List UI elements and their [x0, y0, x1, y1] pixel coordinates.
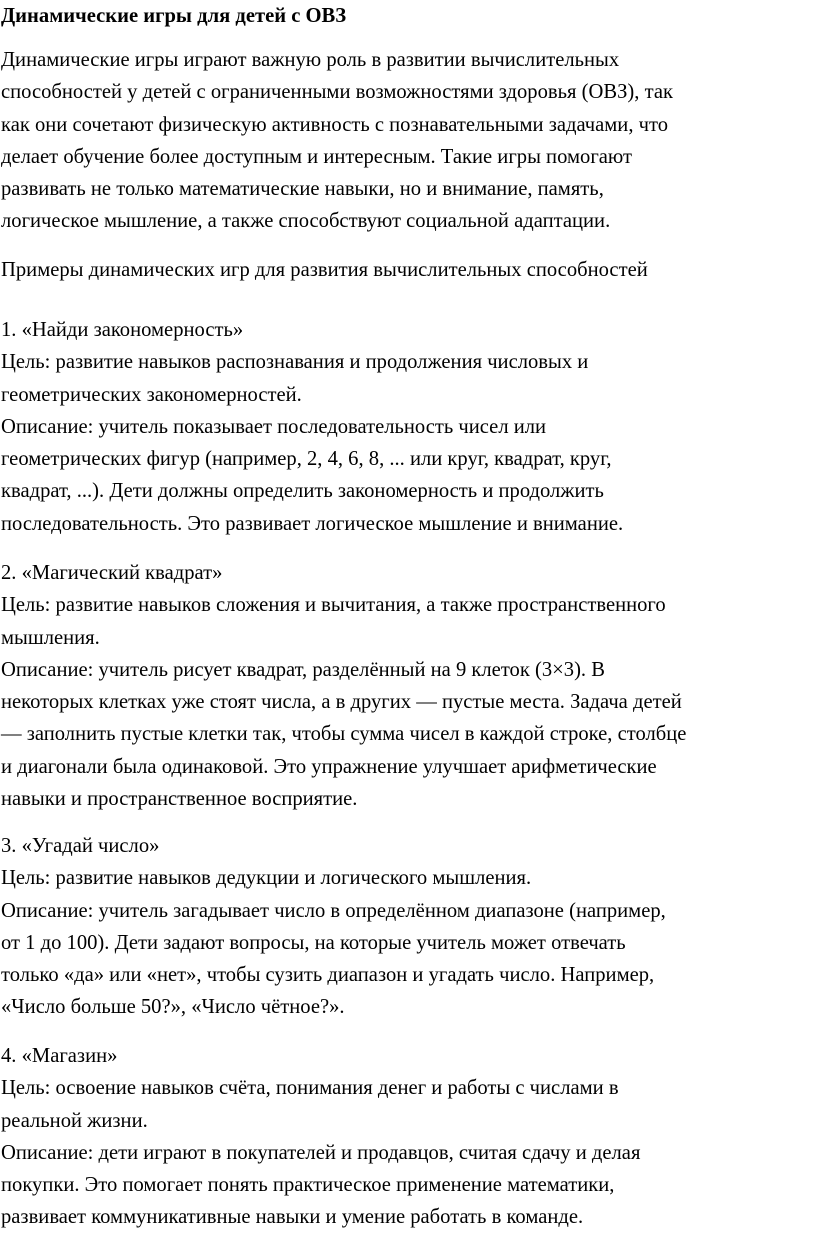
- game-heading: 3. «Угадай число»: [1, 835, 160, 857]
- game-text-line: последовательность. Это развивает логическое мышление и внимание.: [1, 512, 624, 535]
- game-text-line: только «да» или «нет», чтобы сузить диапазон и угадать число. Например,: [1, 964, 655, 987]
- game-text-line: Цель: развитие навыков дедукции и логического мышления.: [1, 867, 532, 890]
- game-section-4: [1, 1040, 816, 1234]
- game-text-line: мышления.: [1, 626, 100, 649]
- intro-line: развивать не только математические навыки, но и внимание, память,: [1, 178, 604, 201]
- game-text-line: навыки и пространственное восприятие.: [1, 788, 358, 811]
- game-heading: 2. «Магический квадрат»: [1, 562, 223, 584]
- examples-heading: Примеры динамических игр для развития вычислительных способностей: [1, 259, 648, 281]
- intro-line: Динамические игры играют важную роль в развитии вычислительных: [1, 49, 620, 71]
- intro-line: способностей у детей с ограниченными возможностями здоровья (ОВЗ), так: [1, 81, 673, 104]
- game-section-3: [1, 830, 816, 1024]
- game-text-line: геометрических закономерностей.: [1, 383, 302, 406]
- game-text-line: Описание: учитель рисует квадрат, разделённый на 9 клеток (3×3). В: [1, 658, 605, 681]
- game-text-line: Описание: учитель показывает последовательность чисел или: [1, 415, 547, 438]
- game-text-line: геометрических фигур (например, 2, 4, 6, 8, ... или круг, квадрат, круг,: [1, 448, 612, 471]
- game-text-line: «Число больше 50?», «Число чётное?».: [1, 996, 345, 1019]
- game-text-line: от 1 до 100). Дети задают вопросы, на которые учитель может отвечать: [1, 931, 626, 954]
- intro-line: как они сочетают физическую активность с познавательными задачами, что: [1, 113, 669, 136]
- game-text-line: Цель: развитие навыков распознавания и продолжения числовых и: [1, 351, 589, 374]
- game-text-line: Цель: освоение навыков счёта, понимания денег и работы с числами в: [1, 1077, 619, 1100]
- intro-paragraph: [1, 44, 816, 238]
- game-section-1: [1, 314, 816, 540]
- game-text-line: развивает коммуникативные навыки и умение работать в команде.: [1, 1206, 584, 1229]
- game-text-line: Описание: учитель загадывает число в определённом диапазоне (например,: [1, 899, 666, 922]
- game-text-line: Цель: развитие навыков сложения и вычитания, а также пространственного: [1, 594, 666, 617]
- intro-line: делает обучение более доступным и интересным. Такие игры помогают: [1, 145, 633, 168]
- game-text-line: Описание: дети играют в покупателей и продавцов, считая сдачу и делая: [1, 1141, 641, 1164]
- game-heading: 1. «Найди закономерность»: [1, 319, 244, 341]
- document-title: Динамические игры для детей с ОВЗ: [1, 5, 347, 27]
- game-text-line: — заполнить пустые клетки так, чтобы сумма чисел в каждой строке, столбце: [1, 723, 687, 746]
- game-section-2: [1, 557, 816, 815]
- game-text-line: покупки. Это помогает понять практическое применение математики,: [1, 1174, 615, 1197]
- game-text-line: квадрат, ...). Дети должны определить закономерность и продолжить: [1, 480, 604, 503]
- game-text-line: реальной жизни.: [1, 1109, 148, 1132]
- game-heading: 4. «Магазин»: [1, 1045, 118, 1067]
- intro-line: логическое мышление, а также способствуют социальной адаптации.: [1, 210, 611, 233]
- examples-heading-block: [1, 254, 816, 286]
- game-text-line: и диагонали была одинаковой. Это упражнение улучшает арифметические: [1, 755, 657, 778]
- game-text-line: некоторых клетках уже стоят числа, а в других — пустые места. Задача детей: [1, 691, 682, 714]
